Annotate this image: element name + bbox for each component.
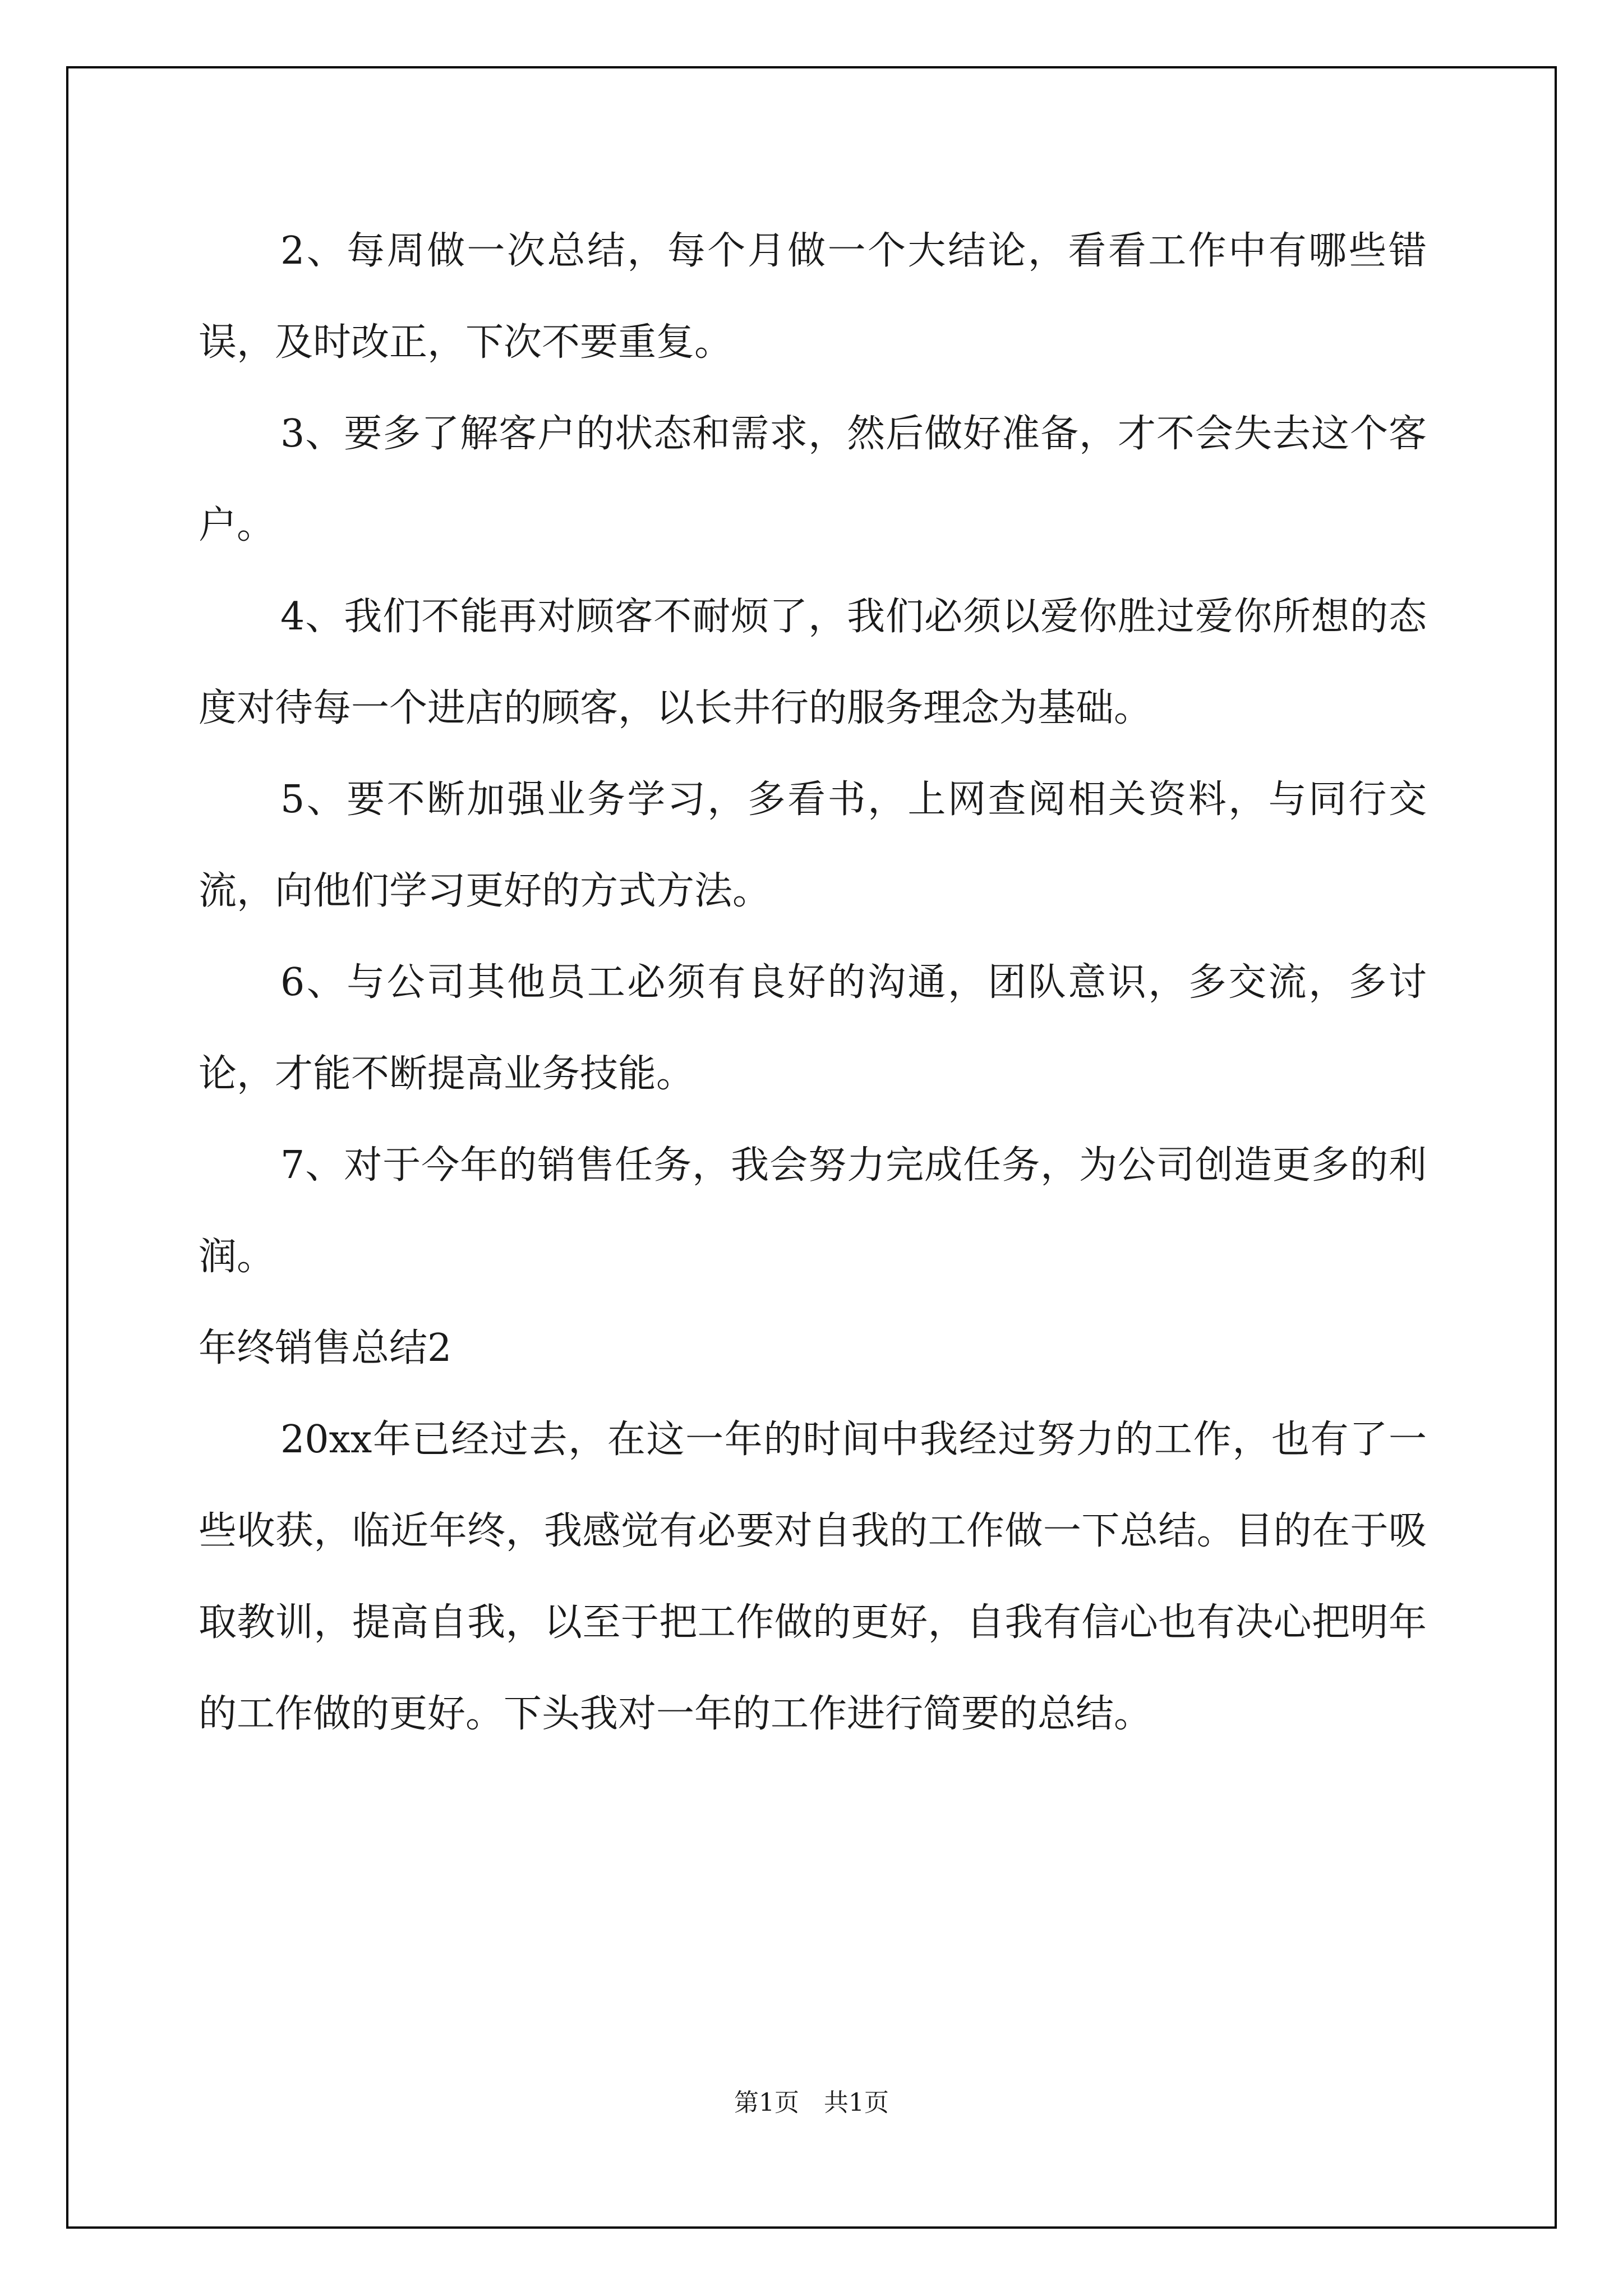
paragraph-item-5: 5、要不断加强业务学习，多看书，上网查阅相关资料，与同行交流，向他们学习更好的方式方法。 [199, 777, 1427, 913]
document-body [199, 205, 1427, 1760]
page-footer: 第1页 共1页 [734, 2088, 889, 2117]
paragraph-item-2: 2、每周做一次总结，每个月做一个大结论，看看工作中有哪些错误，及时改正，下次不要重复。 [199, 229, 1427, 365]
paragraph-item-4: 4、我们不能再对顾客不耐烦了，我们必须以爱你胜过爱你所想的态度对待每一个进店的顾客，以长井行的服务理念为基础。 [199, 595, 1427, 730]
section-paragraph: 20xx年已经过去，在这一年的时间中我经过努力的工作，也有了一些收获，临近年终，我感觉有必要对自我的工作做一下总结。目的在于吸取教训，提高自我，以至于把工作做的更好，自我有信心也有决心把明年的工作做的更好。下头我对一年的工作进行简要的总结。 [199, 1418, 1427, 1736]
section-heading: 年终销售总结2 [199, 1326, 452, 1370]
paragraph-item-6: 6、与公司其他员工必须有良好的沟通，团队意识，多交流，多讨论，才能不断提高业务技能。 [199, 960, 1427, 1096]
paragraph-item-3: 3、要多了解客户的状态和需求，然后做好准备，才不会失去这个客户。 [199, 412, 1427, 547]
paragraph-item-7: 7、对于今年的销售任务，我会努力完成任务，为公司创造更多的利润。 [199, 1143, 1427, 1279]
